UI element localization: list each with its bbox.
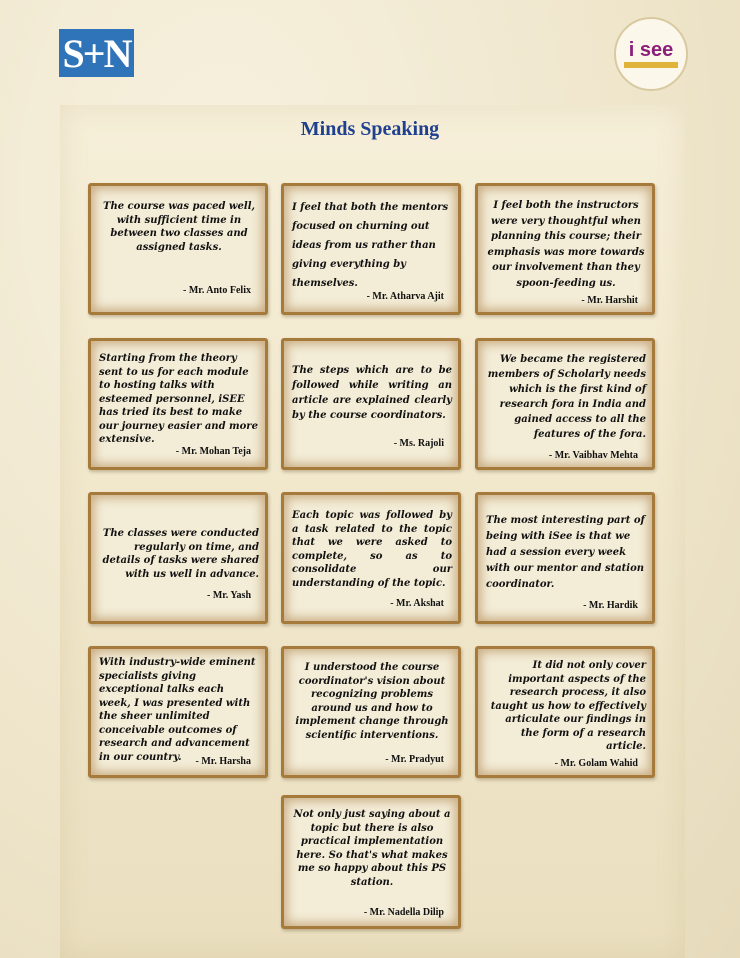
testimonial-quote: With industry-wide eminent specialists giving exceptional talks each week, I was presented with the sheer unlimited conceivable outcomes of research and advancement in our country. (99, 657, 256, 763)
testimonial-card (281, 646, 461, 778)
testimonial-card (475, 492, 655, 624)
testimonial-quote: The classes were conducted regularly on time, and details of tasks were shared with us well in advance. (102, 528, 259, 580)
testimonial-author: - Mr. Harsha (195, 756, 251, 767)
page-title: Minds Speaking (300, 118, 440, 140)
testimonial-quote: Each topic was followed by a task related to the topic that we were asked to complete, so as to consolidate our understanding of the topic. (292, 510, 452, 589)
testimonial-quote: It did not only cover important aspects of the research process, it also taught us how to effectively articulate our findings in the form of a research article. (490, 660, 646, 752)
testimonial-card (88, 338, 268, 470)
testimonial-author: - Mr. Vaibhav Mehta (548, 450, 638, 461)
testimonial-quote: Not only just saying about a topic but there is also practical implementation here. So that's what makes me so happy about this PS station. (293, 809, 451, 888)
testimonial-card (281, 338, 461, 470)
testimonial-card (281, 183, 461, 315)
testimonial-quote: I feel both the instructors were very thoughtful when planning this course; their emphasis was more towards our involvement than they spoon-feeding us. (487, 200, 645, 289)
isee-logo (614, 17, 688, 91)
testimonial-card (88, 492, 268, 624)
testimonial-card (475, 338, 655, 470)
testimonial-author: - Mr. Harshit (581, 295, 638, 306)
testimonial-quote: I feel that both the mentors focused on churning out ideas from us rather than giving everything by themselves. (292, 202, 449, 289)
testimonial-quote: The most interesting part of being with iSee is that we had a session every week with our mentor and station coordinator. (486, 515, 645, 590)
testimonial-quote: The course was paced well, with sufficient time in between two classes and assigned tasks. (103, 201, 255, 253)
testimonial-author: - Mr. Nadella Dilip (363, 907, 444, 918)
testimonial-card (88, 183, 268, 315)
sn-logo: S+N (59, 29, 134, 77)
testimonial-author: - Mr. Akshat (390, 598, 444, 609)
testimonial-card (281, 795, 461, 929)
testimonial-author: - Mr. Golam Wahid (554, 758, 638, 769)
testimonial-author: - Mr. Yash (207, 590, 251, 601)
isee-logo-ribbon (624, 62, 678, 68)
testimonial-author: - Mr. Atharva Ajit (366, 291, 444, 302)
testimonial-card (281, 492, 461, 624)
testimonial-author: - Mr. Pradyut (385, 754, 444, 765)
isee-logo-text: i see (628, 39, 674, 61)
testimonial-author: - Ms. Rajoli (393, 438, 444, 449)
testimonial-quote: Starting from the theory sent to us for each module to hosting talks with esteemed personnel, iSEE has tried its best to make our journey easier and more extensive. (99, 353, 258, 445)
testimonial-quote: The steps which are to be followed while writing an article are explained clearly by the course coordinators. (292, 365, 452, 421)
testimonial-author: - Mr. Hardik (583, 600, 638, 611)
testimonial-author: - Mr. Anto Felix (183, 285, 251, 296)
testimonial-author: - Mr. Mohan Teja (175, 446, 251, 457)
testimonial-card (88, 646, 268, 778)
testimonial-quote: We became the registered members of Scholarly needs which is the first kind of research fora in India and gained access to all the features of the fora. (487, 354, 646, 440)
testimonial-quote: I understood the course coordinator's vision about recognizing problems around us and how to implement change through scientific interventions. (295, 662, 449, 741)
testimonial-card (475, 646, 655, 778)
testimonial-card (475, 183, 655, 315)
